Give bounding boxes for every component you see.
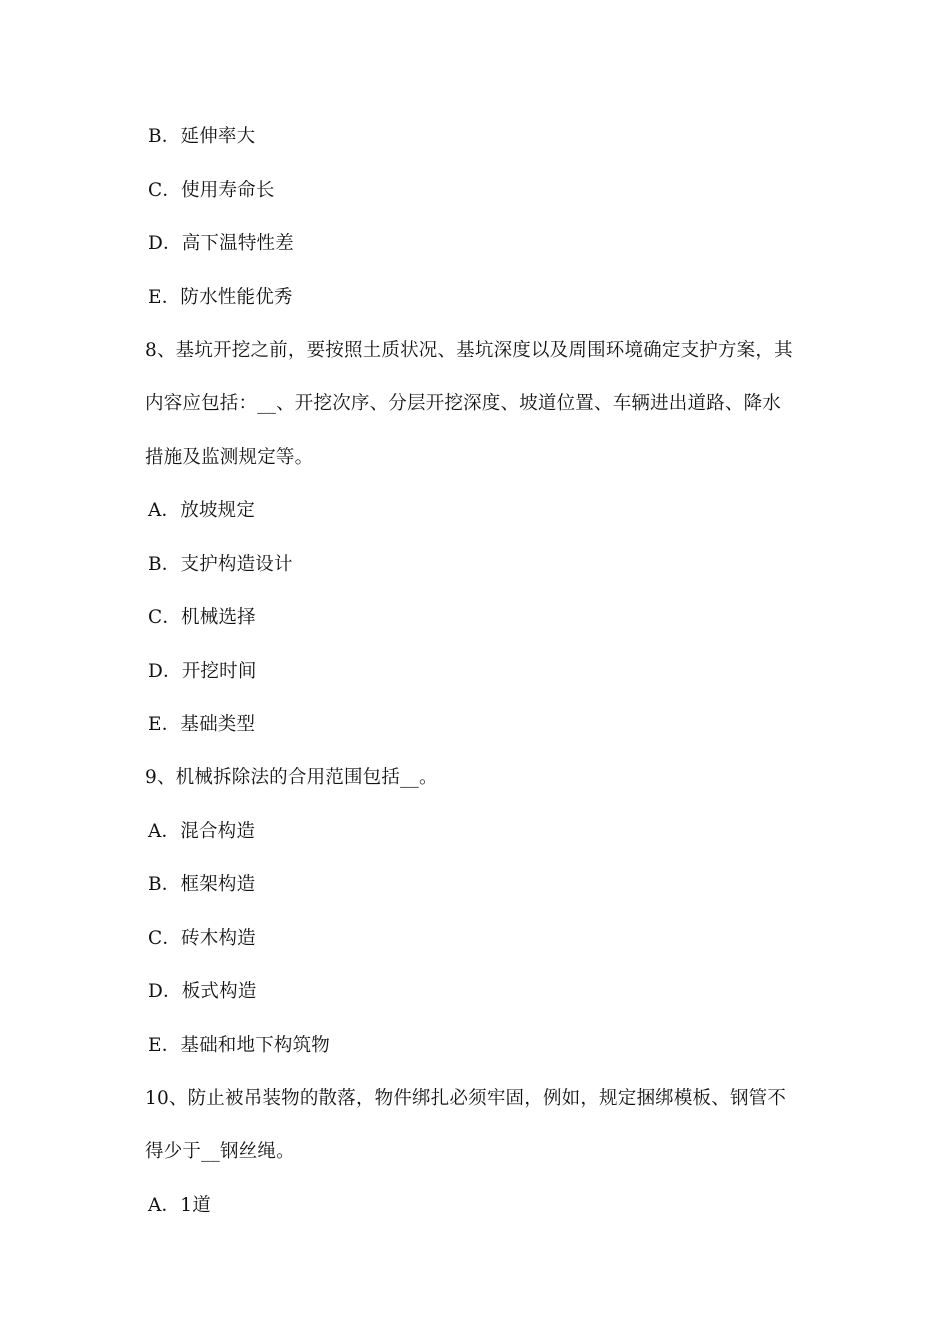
option-a-q8: A．放坡规定 <box>148 500 256 521</box>
option-b-q7: B．延伸率大 <box>148 126 256 147</box>
question-8-line-2: 内容应包括：__、开挖次序、分层开挖深度、坡道位置、车辆进出道路、降水 <box>145 393 782 414</box>
option-d-q8: D．开挖时间 <box>148 661 257 682</box>
question-8-line-1: 8、基坑开挖之前，要按照土质状况、基坑深度以及周围环境确定支护方案，其 <box>145 340 793 361</box>
option-c-q7: C．使用寿命长 <box>148 180 275 201</box>
question-9: 9、机械拆除法的合用范围包括__。 <box>145 767 438 788</box>
option-a-q9: A．混合构造 <box>148 821 256 842</box>
option-e-q8: E．基础类型 <box>148 714 256 735</box>
option-d-q9: D．板式构造 <box>148 981 257 1002</box>
question-8-line-3: 措施及监测规定等。 <box>145 447 314 468</box>
option-a-q10: A．1道 <box>148 1195 211 1216</box>
question-10-line-1: 10、防止被吊装物的散落，物件绑扎必须牢固，例如，规定捆绑模板、钢管不 <box>145 1088 787 1109</box>
option-b-q9: B．框架构造 <box>148 874 256 895</box>
option-c-q8: C．机械选择 <box>148 607 256 628</box>
option-b-q8: B．支护构造设计 <box>148 554 293 575</box>
option-d-q7: D．高下温特性差 <box>148 233 294 254</box>
option-e-q9: E．基础和地下构筑物 <box>148 1035 331 1056</box>
option-c-q9: C．砖木构造 <box>148 928 256 949</box>
question-10-line-2: 得少于__钢丝绳。 <box>145 1141 295 1162</box>
option-e-q7: E．防水性能优秀 <box>148 287 293 308</box>
